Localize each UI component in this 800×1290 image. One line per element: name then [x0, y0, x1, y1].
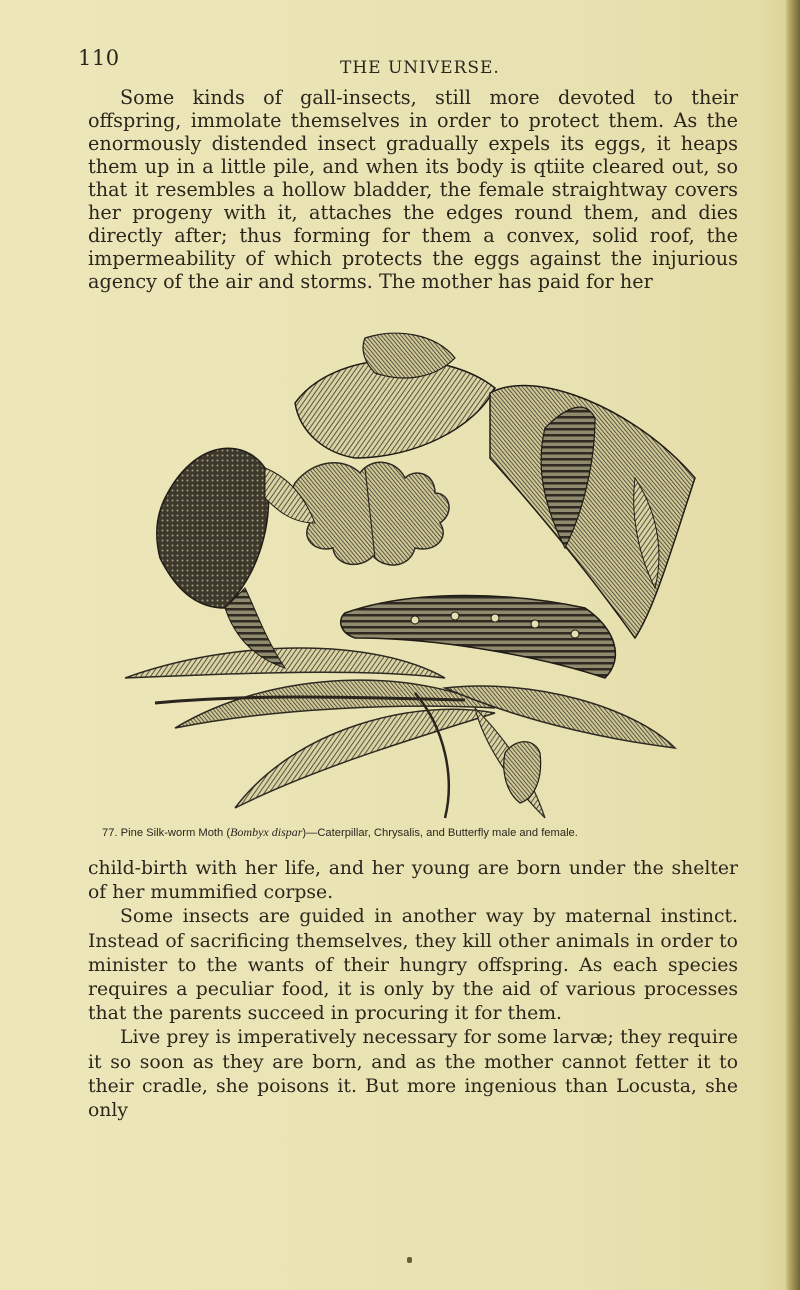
page-number: 110 [78, 46, 120, 70]
paragraph: child-birth with her life, and her young are born under the shelter of her mummified corpse. [88, 858, 738, 904]
caption-number: 77. [102, 827, 118, 839]
paragraph: Some kinds of gall-insects, still more devoted to their offspring, immolate themselves in order to protect them. As the enormously distended insect gradually expels its eggs, it heaps them up in a little pile, and when its body is qtiite cleared out, so that it resembles a hollow bladder, the female straightway covers her progeny with it, attaches the edges round them, and dies directly after; thus forming for them a convex, solid roof, the impermeability of which protects the eggs against the injurious agency of the air and storms. The mother has paid for her [88, 86, 738, 293]
paragraph: Live prey is imperatively necessary for some larvæ; they require it so soon as they are born, and as the mother cannot fetter it to their cradle, she poisons it. But more ingenious than Locusta, she only [88, 1027, 738, 1122]
body-text-bottom [88, 857, 738, 1123]
ink-mark [407, 1257, 412, 1263]
caption-latin: Bombyx dispar [230, 825, 303, 839]
caption-main: Pine Silk-worm Moth [120, 827, 224, 839]
moth-illustration [115, 308, 715, 820]
caption-rest: —Caterpillar, Chrysalis, and Butterfly male and female. [306, 827, 578, 839]
left-moth [157, 448, 315, 668]
body-text-top [88, 86, 738, 293]
running-head: THE UNIVERSE. [340, 58, 500, 78]
paragraph: Some insects are guided in another way by maternal instinct. Instead of sacrificing themselves, they kill other animals in order to minister to the wants of their hungry offspring. As each species requires a peculiar food, it is only by the aid of various processes that the parents succeed in procuring it for them. [88, 906, 738, 1025]
figure-caption: 77. Pine Silk-worm Moth (Bombyx dispar)—Caterpillar, Chrysalis, and Butterfly male and female. [102, 825, 578, 839]
binding-edge [786, 0, 800, 1290]
